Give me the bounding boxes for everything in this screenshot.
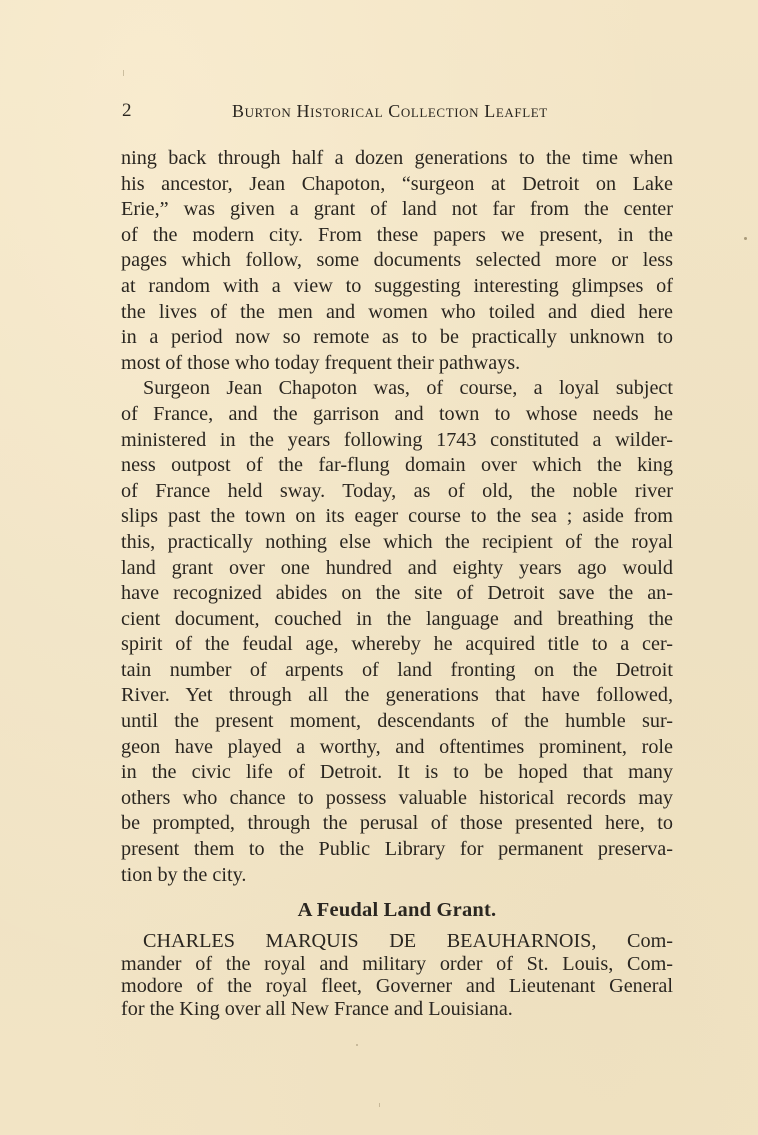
text-line: at random with a view to suggesting interesting glimpses of <box>121 274 673 297</box>
paper-speck <box>123 70 124 76</box>
text-line: Surgeon Jean Chapoton was, of course, a loyal subject <box>143 377 673 400</box>
text-line: spirit of the feudal age, whereby he acquired title to a cer- <box>121 633 673 656</box>
text-line: of France held sway. Today, as of old, the noble river <box>121 479 673 502</box>
paper-speck <box>744 237 747 240</box>
text-line: the lives of the men and women who toiled and died here <box>121 300 673 323</box>
text-line: others who chance to possess valuable historical records may <box>121 786 673 809</box>
text-line: geon have played a worthy, and oftentimes prominent, role <box>121 735 673 758</box>
text-line: in the civic life of Detroit. It is to be hoped that many <box>121 761 673 784</box>
text-line: tion by the city. <box>121 863 247 886</box>
text-line: this, practically nothing else which the recipient of the royal <box>121 530 673 553</box>
text-line: cient document, couched in the language and breathing the <box>121 607 673 630</box>
running-title: Burton Historical Collection Leaflet <box>232 101 548 121</box>
text-line: of France, and the garrison and town to whose needs he <box>121 402 673 425</box>
text-line: slips past the town on its eager course to the sea ; aside from <box>121 505 673 528</box>
text-line: present them to the Public Library for permanent preserva- <box>121 838 673 861</box>
text-line: for the King over all New France and Louisiana. <box>121 997 513 1020</box>
text-line: CHARLES MARQUIS DE BEAUHARNOIS, Com- <box>143 930 673 952</box>
paragraph-1 <box>121 146 673 376</box>
paper-speck <box>379 1103 380 1107</box>
text-line: his ancestor, Jean Chapoton, “surgeon at Detroit on Lake <box>121 172 673 195</box>
text-line: be prompted, through the perusal of those presented here, to <box>121 812 673 835</box>
paragraph-2 <box>121 376 673 888</box>
text-line: pages which follow, some documents selected more or less <box>121 249 673 272</box>
running-header <box>122 100 642 126</box>
grant-text <box>121 930 673 1020</box>
text-line: ministered in the years following 1743 constituted a wilder- <box>121 428 673 451</box>
paper-speck <box>356 1044 358 1046</box>
text-line: most of those who today frequent their pathways. <box>121 351 521 374</box>
text-line: have recognized abides on the site of Detroit save the an- <box>121 582 673 605</box>
section-heading: A Feudal Land Grant. <box>297 899 497 921</box>
text-line: ness outpost of the far-flung domain over which the king <box>121 454 673 477</box>
text-line: tain number of arpents of land fronting on the Detroit <box>121 658 673 681</box>
text-line: mander of the royal and military order of St. Louis, Com- <box>121 952 673 975</box>
text-line: in a period now so remote as to be practically unknown to <box>121 326 673 349</box>
text-line: modore of the royal fleet, Governer and Lieutenant General <box>121 975 673 998</box>
text-line: Erie,” was given a grant of land not far from the center <box>121 198 673 221</box>
text-line: land grant over one hundred and eighty years ago would <box>121 556 673 579</box>
text-line: until the present moment, descendants of the humble sur- <box>121 710 673 733</box>
page-number: 2 <box>122 100 132 121</box>
text-line: River. Yet through all the generations that have followed, <box>121 684 673 707</box>
body-text <box>121 146 673 888</box>
text-line: ning back through half a dozen generations to the time when <box>121 147 673 169</box>
text-line: of the modern city. From these papers we present, in the <box>121 223 673 246</box>
